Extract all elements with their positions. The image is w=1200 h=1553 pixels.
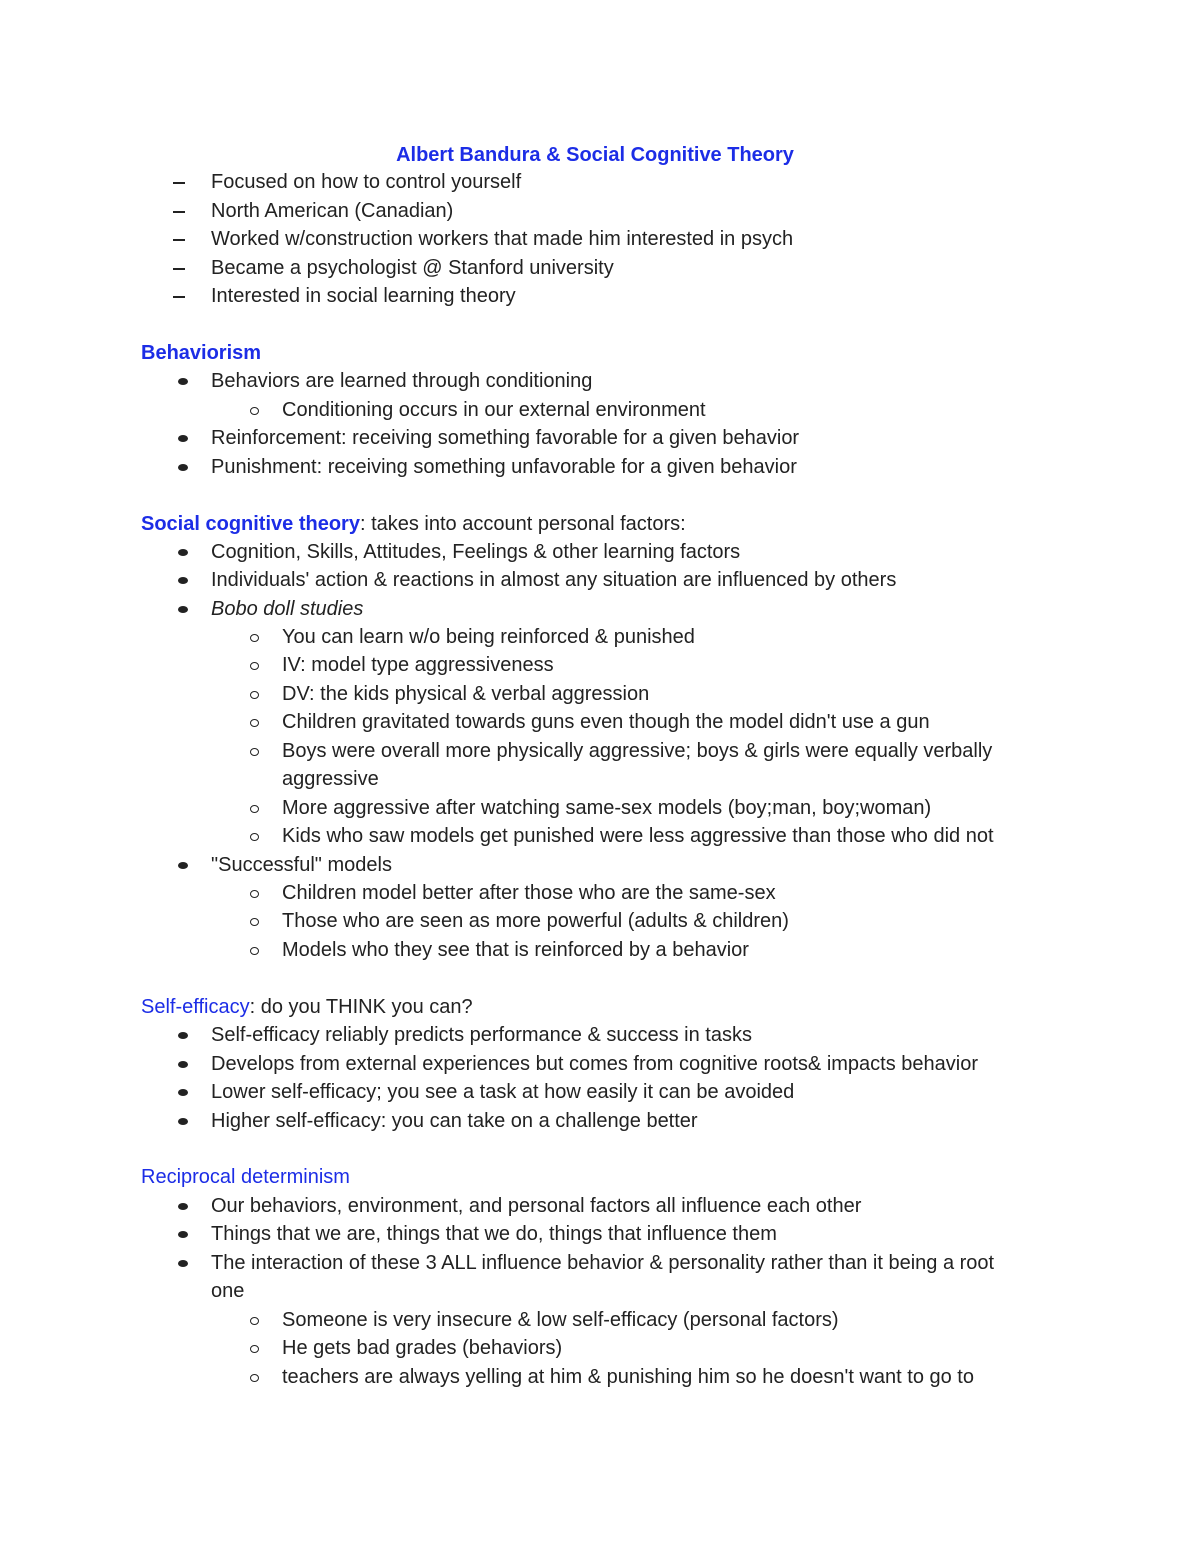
bullet-dot	[178, 1032, 188, 1039]
dash-marker	[173, 211, 185, 213]
bullet-dot	[178, 1118, 188, 1125]
dash-marker	[173, 239, 185, 241]
bullet-dot	[178, 862, 188, 869]
intro-item: North American (Canadian)	[211, 200, 454, 222]
list-item: Bobo doll studies	[211, 598, 364, 620]
list-subitem: Those who are seen as more powerful (adults & children)	[282, 910, 789, 932]
bullet-circle	[250, 1345, 259, 1353]
bullet-circle	[250, 662, 259, 670]
list-item-continued: one	[211, 1280, 245, 1302]
list-subitem: More aggressive after watching same-sex models (boy;man, boy;woman)	[282, 797, 932, 819]
list-subitem: DV: the kids physical & verbal aggression	[282, 683, 650, 705]
list-item: Self-efficacy reliably predicts performance & success in tasks	[211, 1024, 752, 1046]
intro-item: Focused on how to control yourself	[211, 171, 522, 193]
list-subitem-continued: aggressive	[282, 768, 379, 790]
intro-item: Became a psychologist @ Stanford university	[211, 257, 614, 279]
list-subitem: Conditioning occurs in our external environment	[282, 399, 706, 421]
list-item: Punishment: receiving something unfavorable for a given behavior	[211, 456, 797, 478]
bullet-dot	[178, 378, 188, 385]
dash-marker	[173, 182, 185, 184]
bullet-dot	[178, 1061, 188, 1068]
bullet-circle	[250, 634, 259, 642]
bullet-circle	[250, 805, 259, 813]
list-subitem: Kids who saw models get punished were less aggressive than those who did not	[282, 825, 994, 847]
bullet-dot	[178, 1089, 188, 1096]
section-heading-self-efficacy	[141, 993, 473, 1021]
bullet-dot	[178, 1203, 188, 1210]
list-item: Develops from external experiences but comes from cognitive roots& impacts behavior	[211, 1053, 979, 1075]
bullet-dot	[178, 1231, 188, 1238]
section-heading-social	[141, 510, 686, 538]
list-item: Individuals' action & reactions in almost any situation are influenced by others	[211, 569, 897, 591]
list-item: "Successful" models	[211, 854, 392, 876]
bullet-circle	[250, 691, 259, 699]
list-item: Cognition, Skills, Attitudes, Feelings & other learning factors	[211, 541, 741, 563]
bullet-dot	[178, 549, 188, 556]
document-title: Albert Bandura & Social Cognitive Theory	[396, 144, 794, 166]
bullet-circle	[250, 748, 259, 756]
self-efficacy-heading-rest: : do you THINK you can?	[249, 996, 473, 1018]
bullet-dot	[178, 1260, 188, 1267]
bullet-circle	[250, 1374, 259, 1382]
section-heading-behaviorism: Behaviorism	[141, 342, 262, 364]
social-heading-rest: : takes into account personal factors:	[359, 513, 686, 535]
bullet-dot	[178, 577, 188, 584]
bullet-circle	[250, 918, 259, 926]
list-item: Behaviors are learned through conditioning	[211, 370, 593, 392]
bullet-circle	[250, 947, 259, 955]
self-efficacy-heading-label: Self-efficacy	[141, 996, 250, 1018]
intro-item: Worked w/construction workers that made him interested in psych	[211, 228, 794, 250]
bullet-dot	[178, 435, 188, 442]
list-item: Our behaviors, environment, and personal factors all influence each other	[211, 1195, 862, 1217]
dash-marker	[173, 268, 185, 270]
bullet-dot	[178, 606, 188, 613]
list-item: Reinforcement: receiving something favorable for a given behavior	[211, 427, 800, 449]
intro-item: Interested in social learning theory	[211, 285, 516, 307]
bullet-circle	[250, 833, 259, 841]
list-subitem: He gets bad grades (behaviors)	[282, 1337, 563, 1359]
list-subitem: IV: model type aggressiveness	[282, 654, 554, 676]
list-item: Things that we are, things that we do, things that influence them	[211, 1223, 777, 1245]
list-subitem: Children gravitated towards guns even though the model didn't use a gun	[282, 711, 930, 733]
list-item: Lower self-efficacy; you see a task at how easily it can be avoided	[211, 1081, 795, 1103]
list-subitem: Someone is very insecure & low self-efficacy (personal factors)	[282, 1309, 839, 1331]
dash-marker	[173, 296, 185, 298]
section-heading-reciprocal: Reciprocal determinism	[141, 1166, 350, 1188]
social-heading-label: Social cognitive theory	[141, 513, 360, 535]
bullet-circle	[250, 890, 259, 898]
list-subitem: Children model better after those who are the same-sex	[282, 882, 776, 904]
list-item: The interaction of these 3 ALL influence behavior & personality rather than it being a root	[211, 1252, 995, 1274]
bullet-dot	[178, 464, 188, 471]
bullet-circle	[250, 407, 259, 415]
bullet-circle	[250, 1317, 259, 1325]
bullet-circle	[250, 719, 259, 727]
list-subitem: You can learn w/o being reinforced & punished	[282, 626, 695, 648]
list-item: Higher self-efficacy: you can take on a challenge better	[211, 1110, 698, 1132]
list-subitem: teachers are always yelling at him & punishing him so he doesn't want to go to	[282, 1366, 974, 1388]
list-subitem: Models who they see that is reinforced by a behavior	[282, 939, 749, 961]
list-subitem: Boys were overall more physically aggressive; boys & girls were equally verbally	[282, 740, 993, 762]
